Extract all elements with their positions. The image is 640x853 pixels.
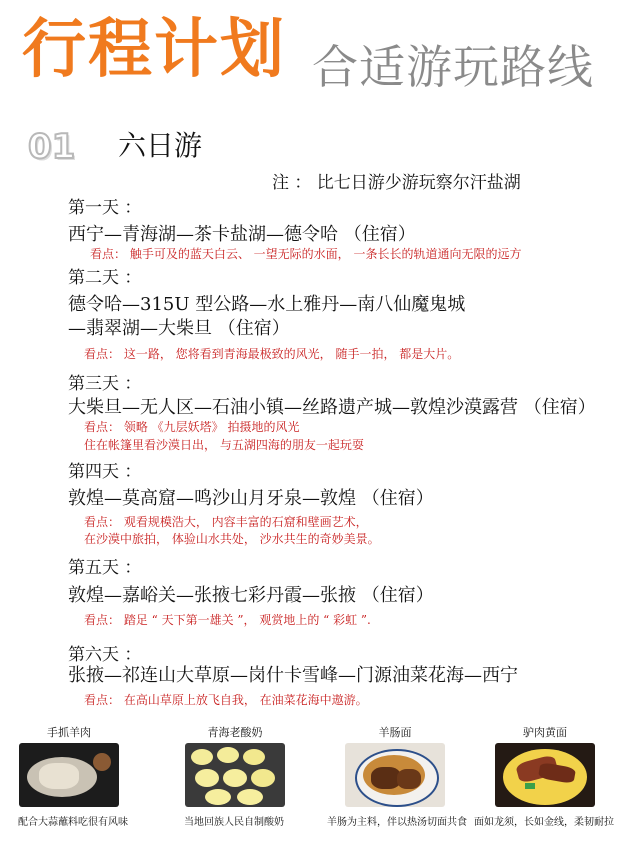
food-item xyxy=(180,724,290,807)
section-number-badge: 01 xyxy=(28,127,76,167)
day-highlight: 看点： 领略 《九层妖塔》 拍摄地的风光 xyxy=(84,420,300,434)
day-route: 德令哈—315U 型公路—水上雅丹—南八仙魔鬼城 xyxy=(68,294,466,315)
day-route: 敦煌—莫高窟—鸣沙山月牙泉—敦煌 （住宿） xyxy=(68,488,434,509)
page-title: 行程计划 xyxy=(22,13,286,87)
food-item xyxy=(490,724,600,807)
food-name: 羊肠面 xyxy=(378,726,412,739)
day-highlight: 看点： 在高山草原上放飞自我， 在油菜花海中遨游。 xyxy=(84,693,368,707)
section-note: 注 ： 比七日游少游玩察尔汗盐湖 xyxy=(272,173,521,193)
section-title: 六日游 xyxy=(118,129,203,162)
day-highlight: 看点： 触手可及的蓝天白云、 一望无际的水面， 一条长长的轨道通向无限的远方 xyxy=(90,247,522,261)
day-highlight: 住在帐篷里看沙漠日出， 与五湖四海的朋友一起玩耍 xyxy=(84,438,364,452)
day-route: 敦煌—嘉峪关—张掖七彩丹霞—张掖 （住宿） xyxy=(68,585,434,606)
day-label: 第五天 ： xyxy=(68,558,142,578)
food-name: 青海老酸奶 xyxy=(207,726,263,739)
day-route: 张掖—祁连山大草原—岗什卡雪峰—门源油菜花海—西宁 xyxy=(68,665,518,686)
food-caption: 面如龙须，长如金线，柔韧耐拉 xyxy=(474,817,614,828)
page-subtitle: 合适游玩路线 xyxy=(312,40,594,94)
food-item xyxy=(14,724,124,807)
day-label: 第二天 ： xyxy=(68,268,142,288)
day-route: 大柴旦—无人区—石油小镇—丝路遗产城—敦煌沙漠露营 （住宿） xyxy=(68,397,596,418)
food-photo-donkey-noodles xyxy=(495,743,595,807)
food-photo-noodles xyxy=(345,743,445,807)
day-label: 第一天 ： xyxy=(68,198,142,218)
food-photo-yogurt xyxy=(185,743,285,807)
food-item xyxy=(340,724,450,807)
day-highlight: 看点： 踏足 “ 天下第一雄关 ”， 观赏地上的 “ 彩虹 ”. xyxy=(84,613,371,627)
food-caption: 羊肠为主料，伴以热汤切面共食 xyxy=(327,817,467,828)
food-name: 手抓羊肉 xyxy=(47,726,91,739)
day-highlight: 看点： 观看规模浩大， 内容丰富的石窟和壁画艺术， xyxy=(84,515,368,529)
day-label: 第四天 ： xyxy=(68,462,142,482)
day-route: 西宁—青海湖—茶卡盐湖—德令哈 （住宿） xyxy=(68,224,416,245)
day-route: —翡翠湖—大柴旦 （住宿） xyxy=(68,318,290,339)
day-label: 第六天 ： xyxy=(68,645,142,665)
day-highlight: 在沙漠中旅拍， 体验山水共处， 沙水共生的奇妙美景。 xyxy=(84,532,380,546)
food-caption: 配合大蒜蘸料吃很有风味 xyxy=(18,817,128,828)
food-caption: 当地回族人民自制酸奶 xyxy=(184,817,284,828)
day-highlight: 看点： 这一路， 您将看到青海最极致的风光， 随手一拍， 都是大片。 xyxy=(84,347,460,361)
food-photo-lamb xyxy=(19,743,119,807)
day-label: 第三天 ： xyxy=(68,374,142,394)
food-name: 驴肉黄面 xyxy=(523,726,567,739)
